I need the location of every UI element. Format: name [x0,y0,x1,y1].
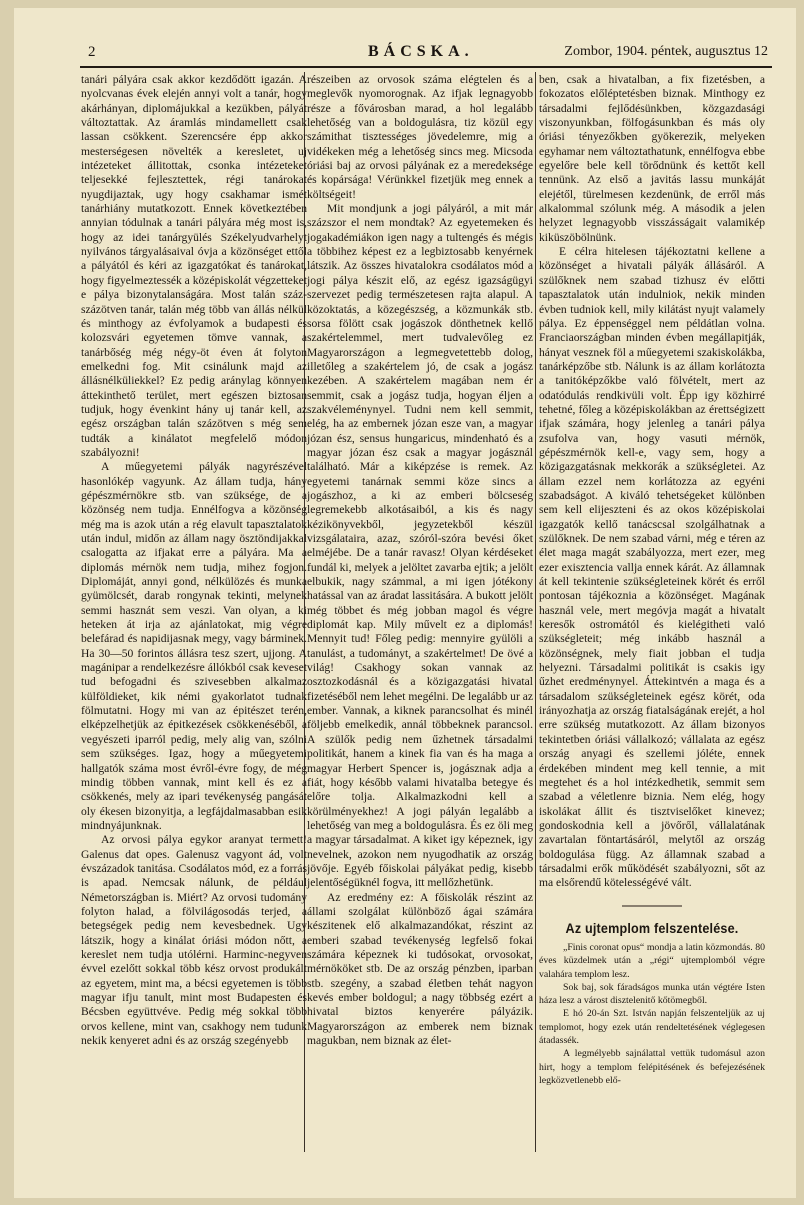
article-divider [622,905,682,907]
paragraph: A műegyetemi pályák nagyrészével hasonlókép vagyunk. Az állam tudja, hány gépészmérnökre stb. van szüksége, de a közönség nem tudja. Ennélfogva a közönség még ma is azok után a rég elavult tapasztalatok után indul, midőn az állam nagy ösztöndijakkal csalogatta az ifjakat erre a pályára. Ma a diplomás mérnök nem tudja, mihez fogjon. Diplomáját, annyi gond, nélkülözés és munka gyümölcsét, darab rongynak tekinti, melynek semmi hasznát sem veszi. Van olyan, a ki heteken át irja az ajánlatokat, mig végre belefárad és napidijasnak megy, vagy bárminek. Ha 30—50 forintos állásra tesz szert, ujjong. A magánipar a rendelkezésre állókból csak keveset tud befogadni és szivesebben alkalmaz külföldieket, kik némi gyakorlatot tudnak fölmutatni. Hogy mi van az épitészet terén, elképzelhetjük az épitkezések csökkenéséből, a vegyészeti iparról pedig, mely alig van, szólni sem szükséges. Igaz, hogy a műegyetemi hallgatók száma most évről-évre fogy, de még mindig többen vannak, mint kell és ez a csökkenés, mely az ipari tevékenység pangását oly ékesen bizonyitja, a legfájdalmasabban esik mindnyájunknak. [81,460,307,832]
paragraph: Mit mondjunk a jogi pályáról, a mit már százszor el nem mondtak? Az egyetemeken és jogakadémiákon igen nagy a tultengés és mégis a többihez képest ez a legbiztosabb kenyérnek látszik. Az összes hivatalokra csodálatos mód a jogi pálya készit elő, az egész igazságügyi szervezet pedig természetesen rajta alapul. A közoktatás, a közegészség, a közmunkák stb. sorsa fölött csak jogászok dönthetnek kellő szakértelemmel, mert tudvalevőleg ez Magyarországon a legmegvetettebb dolog, illetőleg a szakértelem jó, de csak a jogász kezében. A szakértelem magában nem ér semmit, csak a jogász tudja, hogyan éljen a szakvéleménynyel. Tudni nem kell semmit, elég, ha az embernek józan esze van, a magyar józan ész, sensus hungaricus, mindenható és a magyar józan ész csak a magyar jogásznál található. Már a kiképzése is remek. Az egyetemi tanárnak semmi köze sincs a jogászhoz, a ki az emberi bölcseség legremekebb alkotásaiból, a kis és nagy kézikönyvekből, jegyzetekből készül vizsgálataira, azaz, szóról-szóra bevési őket elméjébe. De a tanár ravasz! Olyan kérdéseket fundál ki, melyek a jelöltet zavarba ejtik; a jelölt elbukik, nagy számmal, a mi igen jótékony hatással van az áradat lassitására. A bukott jelölt még többet és még jobban magol és végre diplomát kap. Mily művelt ez a diplomás! Mennyit tud! Főleg pedig: mennyire gyülöli a tanulást, a tudományt, a szakértelmet! De övé a világ! Csakhogy sokan vannak az osztozkodásnál és a közigazgatási hivatal fizetéséből nem lehet megélni. De legalább ur az ember. Vannak, a kiknek parancsolhat és minél följebb emelkedik, annál többeknek parancsol. A szülők pedig nem űzhetnek társadalmi politikát, hanem a kinek fia van és ha maga a magyar Herbert Spencer is, jogásznak adja a fiát, hogy később valami hivatalba betegye és előre tolja. Alkalmazkodni kell a körülményekhez! A jogi pályán legalább a lehetőség van meg a boldogulásra. És ez öli meg a magyar társadalmat. A kiket igy képeznek, igy nevelnek, azokon nem nyugodhatik az ország jövője. Egyéb főiskolai pályákat pedig, kisebb jelentőségüknél fogva, itt mellőzhetünk. [307,202,533,890]
paragraph: tanári pályára csak akkor kezdődött igazán. A nyolcvanas évek elején annyi volt a tanár, hogy akárhányan, diplomájukkal a kezükben, pályát változtattak. Az áramlás mindamellett csak lassan csökkent. Szerencsére épp akkor mesterségesen növelték a keresletet, uj intézeteket állitottak, csonka intézeteket teljesekké fejlesztettek, régi tanárokat nyugdijaztak, ugy hogy csakhamar ismét tanárhiány mutatkozott. Ennek következtében annyian tódulnak a tanári pályára még most is, hogy az idei tanárgyülés Székelyudvarhelyt nyilvános tárgyalásaival óvja a közönséget ettől a pályától és kéri az igazgatókat és tanárokat, hogy figyelmeztessék a középiskolát végzetteket e pálya bizonytalanságára. Most talán száz-százötven tanár, talán még több van állás nélkül és minthogy az évfolyamok a budapesti és kolozsvári egyetemen tömve vannak, a tanárbőség még négy-öt éven át folyton emelkedni fog. Mit csinálunk majd az állásnélküliekkel? Ez pedig aránylag könnyen áttekinthető terület, mert egészen biztosan tudjuk, hogy évenkint hány uj tanár kell, az egész országban talán százötven s még sem tudták a kinálatot megfelelő módon szabályozni! [81,73,307,459]
column-divider [535,72,536,1152]
paragraph: ben, csak a hivatalban, a fix fizetésben, a fokozatos előléptetésben biznak. Minthogy ez társadalmi fejlődésünkben, közgazdasági viszonyunkban, fölfogásunkban és más oly óriási tényezőkben gyökerezik, melyeken egyhamar nem változtathatunk, ennélfogva ebbe egyelőre bele kell törődnünk és kettőt kell tennünk. Az első a javitás lassu munkáját elejétől, türelmesen kezdenünk, de erről más alkalommal szólunk még. A második a jelen helyzet legnagyobb visszásságait valamikép kiküszöbölnünk. [539,73,765,244]
paragraph: E célra hitelesen tájékoztatni kellene a közönséget a hivatali pályák állásáról. A szülőknek nem szabad tizhusz év előtti tapasztalatok után indulniok, nekik minden évben tudniok kell, mily kilátást nyujt valamely pálya. Ez éppenséggel nem példátlan volna. Franciaországban minden évben megállapitják, hányat vesznek föl a műegyetemi szakiskolákba, tanárképzőbe stb. Nálunk is az állam korlátozta a tanitóképzőkbe való fölvételt, mert az odatódulás rendkivüli volt. Épp igy közhirré tehetné, főleg a középiskolákban az érettségizett ifjak számára, hogy jelenleg a tanári pálya zsufolva van, hogy vasuti mérnök, gépészmérnök kell-e, vagy sem, hogy a közigazgatásnak mekkorák a szükségletei. Az állam ezzel nem korlátozza az egyéni szabadságot. A kiváló tehetségeket különben sem kell elijeszteni és az okos középiskolai igazgatók kellő tanácscsal szolgálhatnak a szülőknek. De nem szabad várni, még e téren az élet maga magát szabályozza, mert ezer, meg ezer exisztencia vallja ennek kárát. Az államnak át kell tekintenie szükségleteinek körét és erről pontosan tájékoznia a közönséget. Magának használ vele, mert megóvja magát a hivatalt keresők ostromától és kielégitheti való szükségleteit; még inkább használ a közönségnek, mely fiait jobban el tudja helyezni. Társadalmi politikát is csakis igy űzhet eredménynyel. Áttekintvén a maga és a társadalom szükségleteinek egész körét, oda irányozhatja az ország fiatalságának erejét, a hol erre szükség mutatkozott. Az állam bizonyos tekintetben óriási vállalkozó; vállalata az egész ország anyagi és szellemi jóléte, ennek érdekében mindent meg kell tennie, a mit megtehet és a hol intézkedhetik, semmit sem szabad a véletlenre biznia. Nem elég, hogy iskolákat állit és tisztviselőket kinevez; gondoskodnia kell a jövőről, vállalatának zavartalan föntartásáról, melytől az ország boldogulása függ. Az államnak szabad a társadalmi erők működését szabályozni, sőt az ma elsőrendű kötelességévé vált. [539,245,765,890]
article-paragraph: Sok baj, sok fáradságos munka után végtére Isten háza lesz a várost disztelenitő kőtömegből. [539,981,765,1007]
dateline: Zombor, 1904. péntek, augusztus 12 [564,44,768,59]
paragraph: Az orvosi pálya egykor aranyat termett! Galenus dat opes. Galenusz vagyont ád, volt évszázadok tanitása. Csodálatos mód, ez a forrás is apad. Nemcsak nálunk, de például Németországban is. Miért? Az orvosi tudomány folyton halad, a fölvilágosodás terjed, a betegségek pedig nem kevesbednek. Ugy látszik, hogy a kinálat óriási módon nőtt, a kereslet nem tudja utólérni. Harminc-negyven évvel ezelőtt sokkal több kész orvost produkált az egyetem, mint ma, a bécsi egyetemen is több magyar ifju tanult, mint most Budapesten és Bécsben együttvéve. Pedig még sokkal több orvos kellene, mint van, csakhogy nem tudunk nekik kenyeret adni és az ország szegényebb [81,833,307,1048]
header-rule [80,66,772,68]
article-paragraph: A legmélyebb sajnálattal vettük tudomásul azon hirt, hogy a templom felépitésének és befejezésének legközvetlenebb elő- [539,1048,765,1086]
column-3 [539,73,765,1087]
masthead: BÁCSKA. [368,43,474,60]
article-title: Az ujtemplom felszentelése. [565,919,739,936]
article-paragraph: E hó 20-án Szt. István napján felszenteljük az uj templomot, hogy ezek után rendeltetésének véglegesen átadassék. [539,1008,765,1047]
page-number: 2 [88,44,96,60]
paragraph: Az eredmény ez: A főiskolák részint az állami szolgálat különböző ágai számára készitenek elő alkalmazandókat, részint az emberi szabad tevékenység legfelső fokai számára képeznek ki tudósokat, orvosokat, mérnököket stb. De az ország pénzben, iparban stb. szegény, a szabad életben tehát nagyon kevés ember boldogul; a nagy többség ezért a hivatal biztos kenyerére pályázik. Magyarországon az emberek nem biznak magukban, nem biznak az élet- [307,890,533,1048]
page-header [88,40,768,62]
column-2 [307,73,533,1048]
article-paragraph: „Finis coronat opus“ mondja a latin közmondás. 80 éves küzdelmek után a „régi“ ujtemplomból végre valahára templom lesz. [539,941,765,980]
column-1 [81,73,307,1048]
paragraph: részeiben az orvosok száma elégtelen és a meglevők nyomorognak. Az ifjak legnagyobb része a fővárosban marad, a hol legalább lehetőség van a boldogulásra, tiz közül egy számithat tisztességes jövedelemre, mig a vidékeken még a lehetőség sincs meg. Micsoda óriási baj az orvosi pályának ez a meredeksége és kopársága! Vérünkkel fizetjük meg ennek a költségeit! [307,73,533,201]
